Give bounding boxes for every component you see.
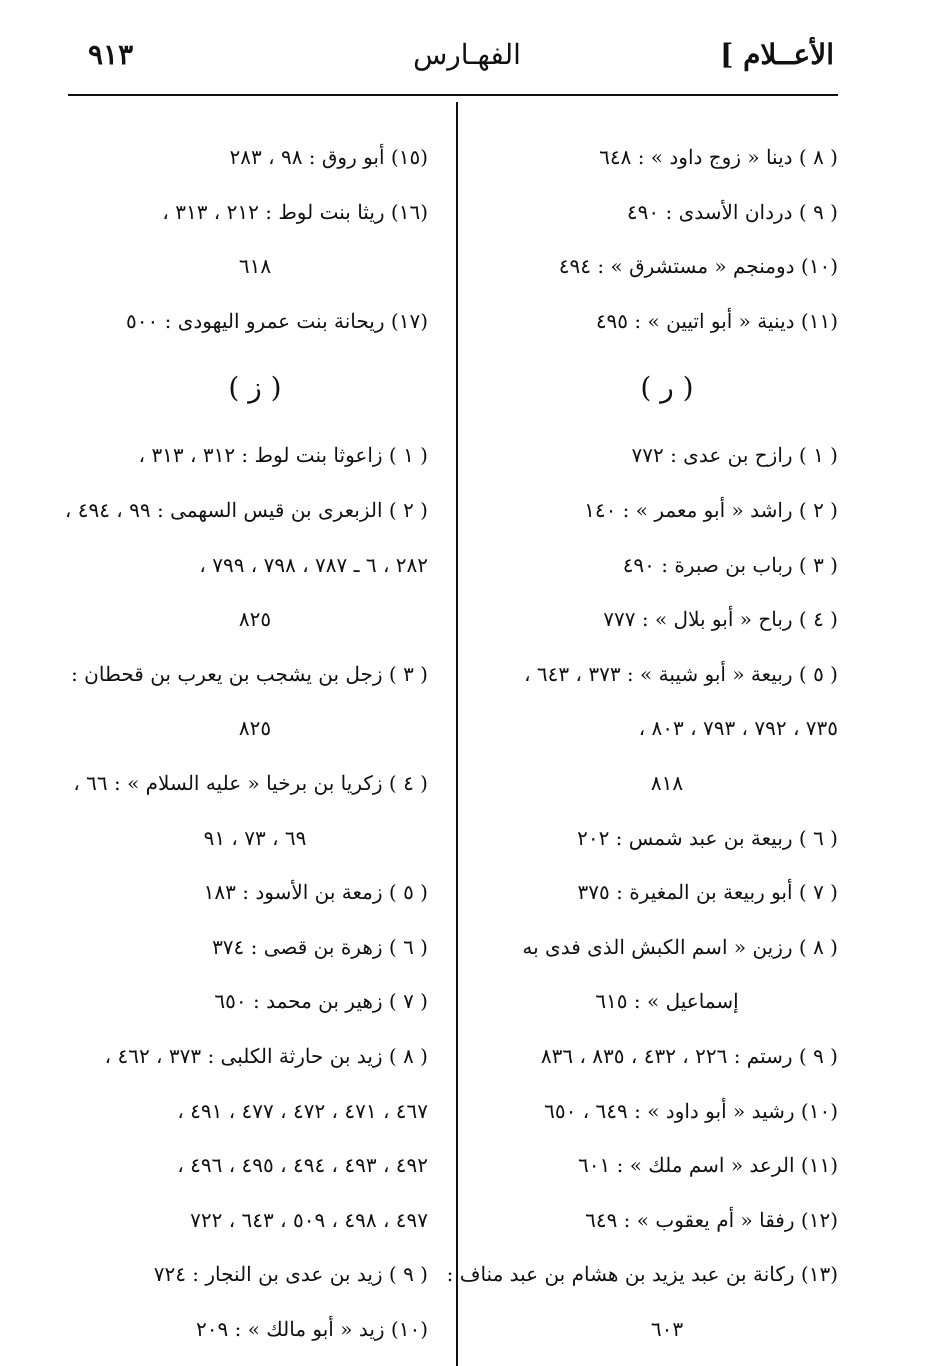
- index-entry: ( ٣ ) رباب بن صبرة : ٤٩٠: [622, 552, 838, 577]
- index-entry: (١٠) رشيد « أبو داود » : ٦٤٩ ، ٦٥٠: [544, 1098, 838, 1123]
- index-entry: ٦١٨: [238, 254, 272, 279]
- index-entry: ٤٩٧ ، ٤٩٨ ، ٥٠٩ ، ٦٤٣ ، ٧٢٢: [190, 1207, 428, 1232]
- index-entry: ٨١٨: [650, 770, 684, 795]
- column-divider: [456, 102, 458, 1366]
- index-entry: ( ٥ ) زمعة بن الأسود : ١٨٣: [203, 880, 428, 905]
- index-entry: ( ٩ ) رستم : ٢٢٦ ، ٤٣٢ ، ٨٣٥ ، ٨٣٦: [540, 1043, 838, 1068]
- header-rule: [68, 94, 838, 96]
- index-entry: ( ٩ ) زيد بن عدى بن النجار : ٧٢٤: [153, 1262, 428, 1287]
- index-entry: ( ٨ ) زيد بن حارثة الكلبى : ٣٧٣ ، ٤٦٢ ،: [104, 1043, 428, 1068]
- index-entry: ٢٨٢ ، ٦ ـ ٧٨٧ ، ٧٩٨ ، ٧٩٩ ،: [199, 552, 428, 577]
- left-column: [64, 130, 428, 1356]
- index-entry: ( ١ ) رازح بن عدى : ٧٧٢: [631, 443, 838, 468]
- index-entry: ( ٩ ) دردان الأسدى : ٤٩٠: [626, 199, 838, 224]
- index-entry: (١٥) أبو روق : ٩٨ ، ٢٨٣: [229, 145, 428, 169]
- index-entry: (١١) دينية « أبو اتيين » : ٤٩٥: [595, 308, 838, 333]
- index-entry: ٧٣٥ ، ٧٩٢ ، ٧٩٣ ، ٨٠٣ ،: [638, 716, 838, 741]
- running-title: الفهـارس: [413, 38, 521, 71]
- index-entry: ( ٥ ) ربيعة « أبو شيبة » : ٣٧٣ ، ٦٤٣ ،: [524, 661, 838, 686]
- index-entry: (١٧) ريحانة بنت عمرو اليهودى : ٥٠٠: [126, 308, 428, 333]
- index-entry: (١١) الرعد « اسم ملك » : ٦٠١: [578, 1153, 838, 1178]
- index-entry: (١٠) دومنجم « مستشرق » : ٤٩٤: [558, 254, 838, 279]
- index-entry: ( ٤ ) رباح « أبو بلال » : ٧٧٧: [603, 607, 838, 632]
- section-title: الأعــلام ]: [720, 38, 834, 71]
- section-letter: ( ر ): [640, 371, 694, 405]
- index-entry: ( ١ ) زاعوثا بنت لوط : ٣١٢ ، ٣١٣ ،: [138, 443, 428, 468]
- index-entry: (١٠) زيد « أبو مالك » : ٢٠٩: [196, 1316, 428, 1341]
- index-entry: ( ٧ ) زهير بن محمد : ٦٥٠: [214, 989, 428, 1014]
- index-entry: ٨٢٥: [238, 716, 272, 741]
- index-entry: ٦٩ ، ٧٣ ، ٩١: [203, 825, 307, 850]
- index-entry: ٤٩٢ ، ٤٩٣ ، ٤٩٤ ، ٤٩٥ ، ٤٩٦ ،: [177, 1153, 428, 1178]
- index-entry: (١٦) ريثا بنت لوط : ٢١٢ ، ٣١٣ ،: [162, 199, 428, 224]
- index-entry: ( ٨ ) دينا « زوج داود » : ٦٤٨: [599, 145, 838, 169]
- index-entry: ( ٤ ) زكريا بن برخيا « عليه السلام » : ٦٦ ،: [73, 770, 428, 795]
- index-entry: ٤٦٧ ، ٤٧١ ، ٤٧٢ ، ٤٧٧ ، ٤٩١ ،: [177, 1098, 428, 1123]
- index-entry: ( ٢ ) راشد « أبو معمر » : ١٤٠: [584, 497, 838, 522]
- index-entry: ( ٣ ) زجل بن يشجب بن يعرب بن قحطان :: [71, 661, 428, 686]
- page-number: ٩١٣: [88, 38, 134, 71]
- index-entry: ( ٢ ) الزبعرى بن قيس السهمى : ٩٩ ، ٤٩٤ ،: [64, 497, 428, 522]
- index-entry: ( ٧ ) أبو ربيعة بن المغيرة : ٣٧٥: [577, 880, 838, 905]
- index-entry: إسماعيل » : ٦١٥: [595, 989, 739, 1014]
- index-entry: ( ٦ ) ربيعة بن عبد شمس : ٢٠٢: [577, 825, 838, 850]
- index-entry: ( ٦ ) زهرة بن قصى : ٣٧٤: [212, 934, 428, 959]
- index-entry: (١٣) ركانة بن عبد يزيد بن هشام بن عبد مناف :: [446, 1262, 838, 1287]
- index-entry: ٨٢٥: [238, 607, 272, 632]
- index-entry: ( ٨ ) رزين « اسم الكبش الذى فدى به: [522, 934, 838, 959]
- index-entry: ٦٠٣: [650, 1316, 684, 1341]
- index-entry: (١٢) رفقا « أم يعقوب » : ٦٤٩: [585, 1207, 838, 1232]
- right-column: [446, 130, 838, 1356]
- section-letter: ( ز ): [228, 371, 282, 405]
